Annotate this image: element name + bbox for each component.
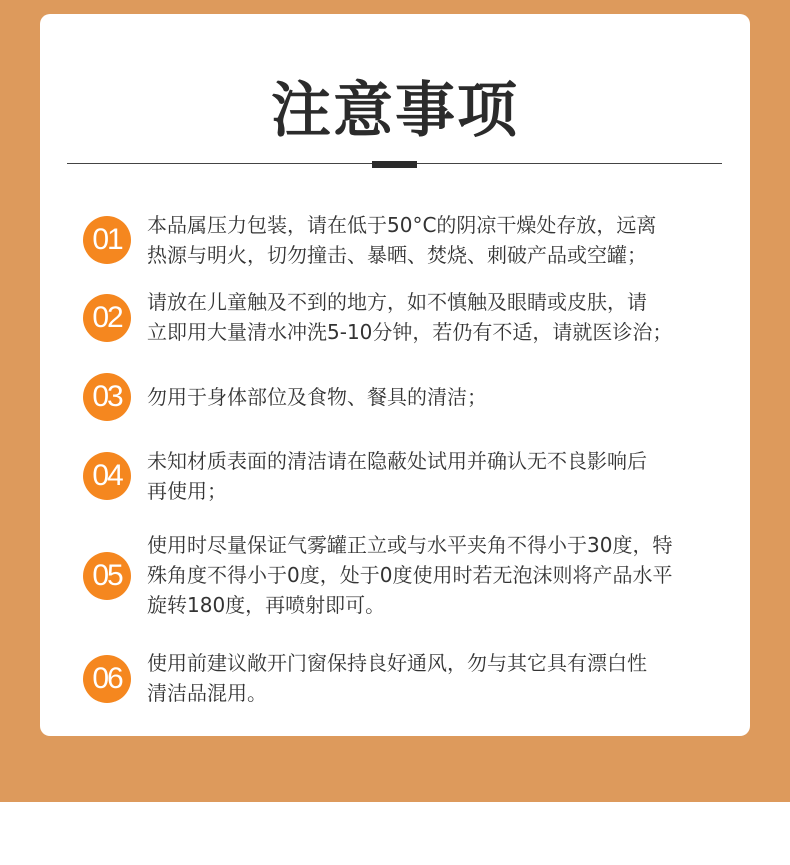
- notice-line: 未知材质表面的清洁请在隐蔽处试用并确认无不良影响后: [147, 449, 647, 473]
- notice-text: [147, 287, 727, 347]
- notice-text: [147, 382, 727, 412]
- notice-text: [147, 648, 727, 708]
- number-badge: 05: [83, 552, 131, 600]
- notice-card: [40, 14, 750, 736]
- notice-text: [147, 446, 727, 506]
- notice-text: [147, 210, 727, 270]
- notice-line: 热源与明火，切勿撞击、暴晒、焚烧、刺破产品或空罐；: [147, 243, 647, 267]
- notice-text: [147, 530, 727, 620]
- number-badge: 01: [83, 216, 131, 264]
- notice-line: 旋转180度，再喷射即可。: [147, 593, 386, 617]
- number-badge: 03: [83, 373, 131, 421]
- notice-line: 使用时尽量保证气雾罐正立或与水平夹角不得小于30度，特: [147, 533, 673, 557]
- notice-line: 本品属压力包装，请在低于50°C的阴凉干燥处存放，远离: [147, 213, 657, 237]
- notice-line: 清洁品混用。: [147, 681, 267, 705]
- notice-line: 立即用大量清水冲洗5-10分钟，若仍有不适，请就医诊治；: [147, 320, 673, 344]
- notice-line: 再使用；: [147, 479, 227, 503]
- notice-line: 请放在儿童触及不到的地方，如不慎触及眼睛或皮肤，请: [147, 290, 647, 314]
- notice-line: 使用前建议敞开门窗保持良好通风，勿与其它具有漂白性: [147, 651, 647, 675]
- page-title: 注意事项: [271, 76, 519, 146]
- notice-line: 勿用于身体部位及食物、餐具的清洁；: [147, 385, 487, 409]
- title-divider-accent: [372, 161, 417, 168]
- number-badge: 06: [83, 655, 131, 703]
- notice-line: 殊角度不得小于0度，处于0度使用时若无泡沫则将产品水平: [147, 563, 673, 587]
- number-badge: 02: [83, 294, 131, 342]
- number-badge: 04: [83, 452, 131, 500]
